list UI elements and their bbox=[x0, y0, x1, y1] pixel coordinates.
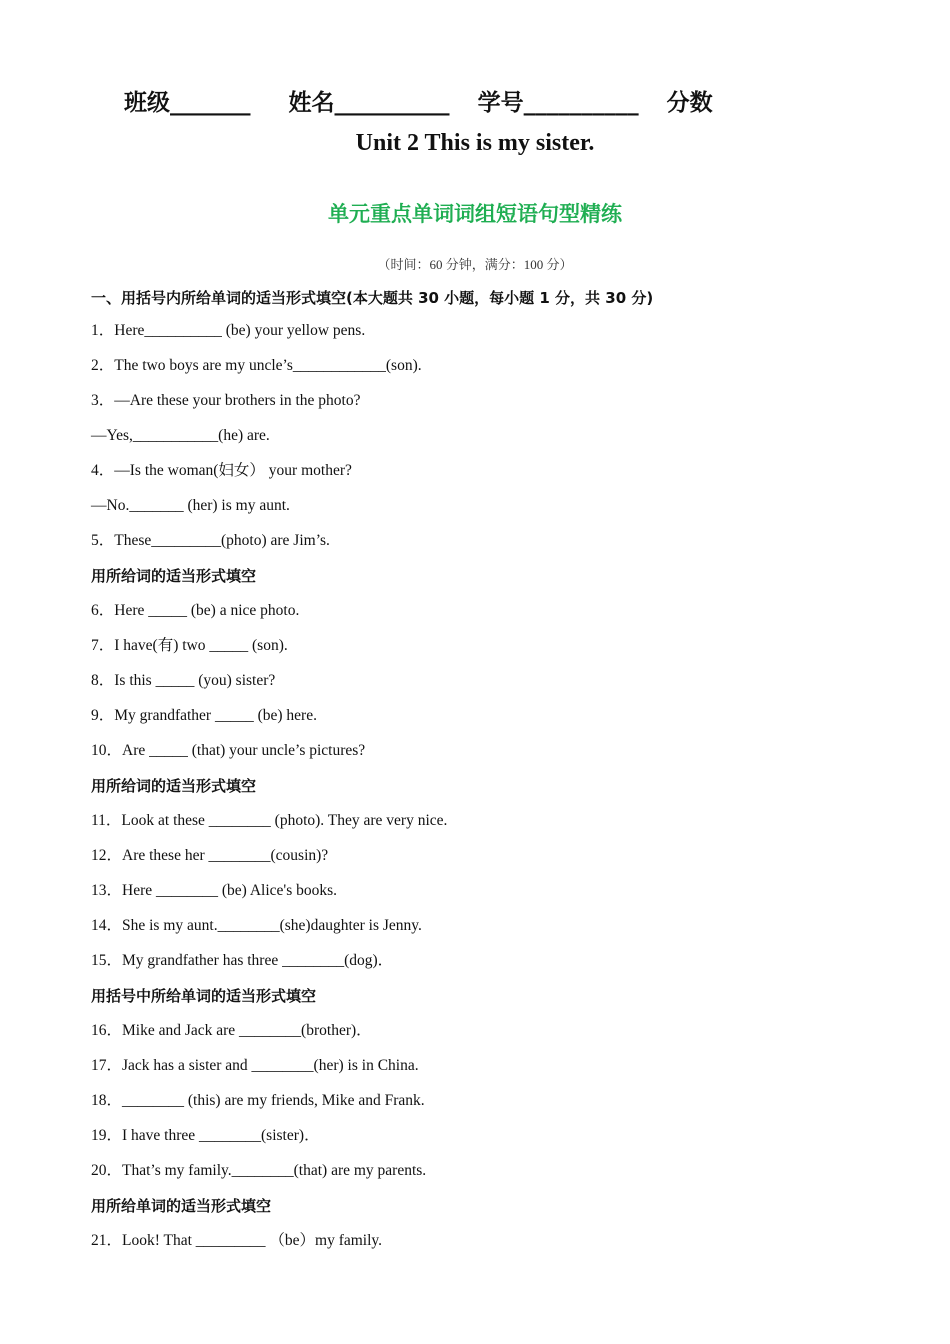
exercise-line: 14．She is my aunt.________(she)daughter is Jenny. bbox=[91, 917, 422, 934]
exercise-line: 5．These_________(photo) are Jim’s. bbox=[91, 532, 330, 549]
subsection-heading: 用所给词的适当形式填空 bbox=[91, 777, 257, 795]
section-title: 一、用括号内所给单词的适当形式填空(本大题共 30 小题，每小题 1 分，共 30 分) bbox=[91, 289, 654, 307]
subsection-heading: 用括号中所给单词的适当形式填空 bbox=[91, 987, 317, 1005]
exercise-line: 6．Here _____ (be) a nice photo. bbox=[91, 602, 300, 619]
subsection-heading: 用所给词的适当形式填空 bbox=[91, 567, 257, 585]
exercise-line: —No._______ (her) is my aunt. bbox=[91, 497, 290, 514]
exercise-line: 20．That’s my family.________(that) are my parents. bbox=[91, 1162, 427, 1179]
exercise-line: 16．Mike and Jack are ________(brother)． bbox=[91, 1022, 372, 1039]
exercise-line: 18．________ (this) are my friends, Mike and Frank. bbox=[91, 1092, 425, 1109]
exercise-line: 21．Look! That _________ （be）my family. bbox=[91, 1232, 383, 1249]
time-note: （时间：60 分钟，满分：100 分） bbox=[377, 257, 573, 272]
exercise-line: 11．Look at these ________ (photo). They are very nice. bbox=[91, 812, 448, 829]
exercise-line: —Yes,___________(he) are. bbox=[91, 427, 270, 444]
exercise-line: 1．Here__________ (be) your yellow pens. bbox=[91, 322, 366, 339]
class-label: 班级_______ bbox=[124, 90, 251, 116]
exercise-list bbox=[91, 318, 891, 1263]
exercise-line: 10．Are _____ (that) your uncle’s pictures? bbox=[91, 742, 366, 759]
subsection-heading: 用所给单词的适当形式填空 bbox=[91, 1197, 272, 1215]
exercise-line: 8．Is this _____ (you) sister? bbox=[91, 672, 276, 689]
score-label: 分数 bbox=[666, 90, 713, 116]
exercise-line: 17．Jack has a sister and ________(her) is in China. bbox=[91, 1057, 419, 1074]
name-label: 姓名__________ bbox=[288, 90, 450, 116]
exercise-line: 15．My grandfather has three ________(dog)． bbox=[91, 952, 394, 969]
student-no-label: 学号__________ bbox=[477, 90, 639, 116]
exercise-line: 13．Here ________ (be) Alice's books. bbox=[91, 882, 338, 899]
exercise-line: 3．—Are these your brothers in the photo? bbox=[91, 392, 361, 409]
page-subtitle: 单元重点单词词组短语句型精练 bbox=[328, 202, 622, 226]
exercise-line: 7．I have(有) two _____ (son). bbox=[91, 637, 288, 654]
page-title: Unit 2 This is my sister. bbox=[355, 130, 595, 156]
exercise-line: 19．I have three ________(sister)． bbox=[91, 1127, 320, 1144]
exercise-line: 4．—Is the woman(妇女） your mother? bbox=[91, 462, 352, 479]
exercise-line: 2．The two boys are my uncle’s____________(son). bbox=[91, 357, 422, 374]
exercise-line: 9．My grandfather _____ (be) here. bbox=[91, 707, 317, 724]
exercise-line: 12．Are these her ________(cousin)? bbox=[91, 847, 329, 864]
student-info-header bbox=[124, 84, 713, 117]
